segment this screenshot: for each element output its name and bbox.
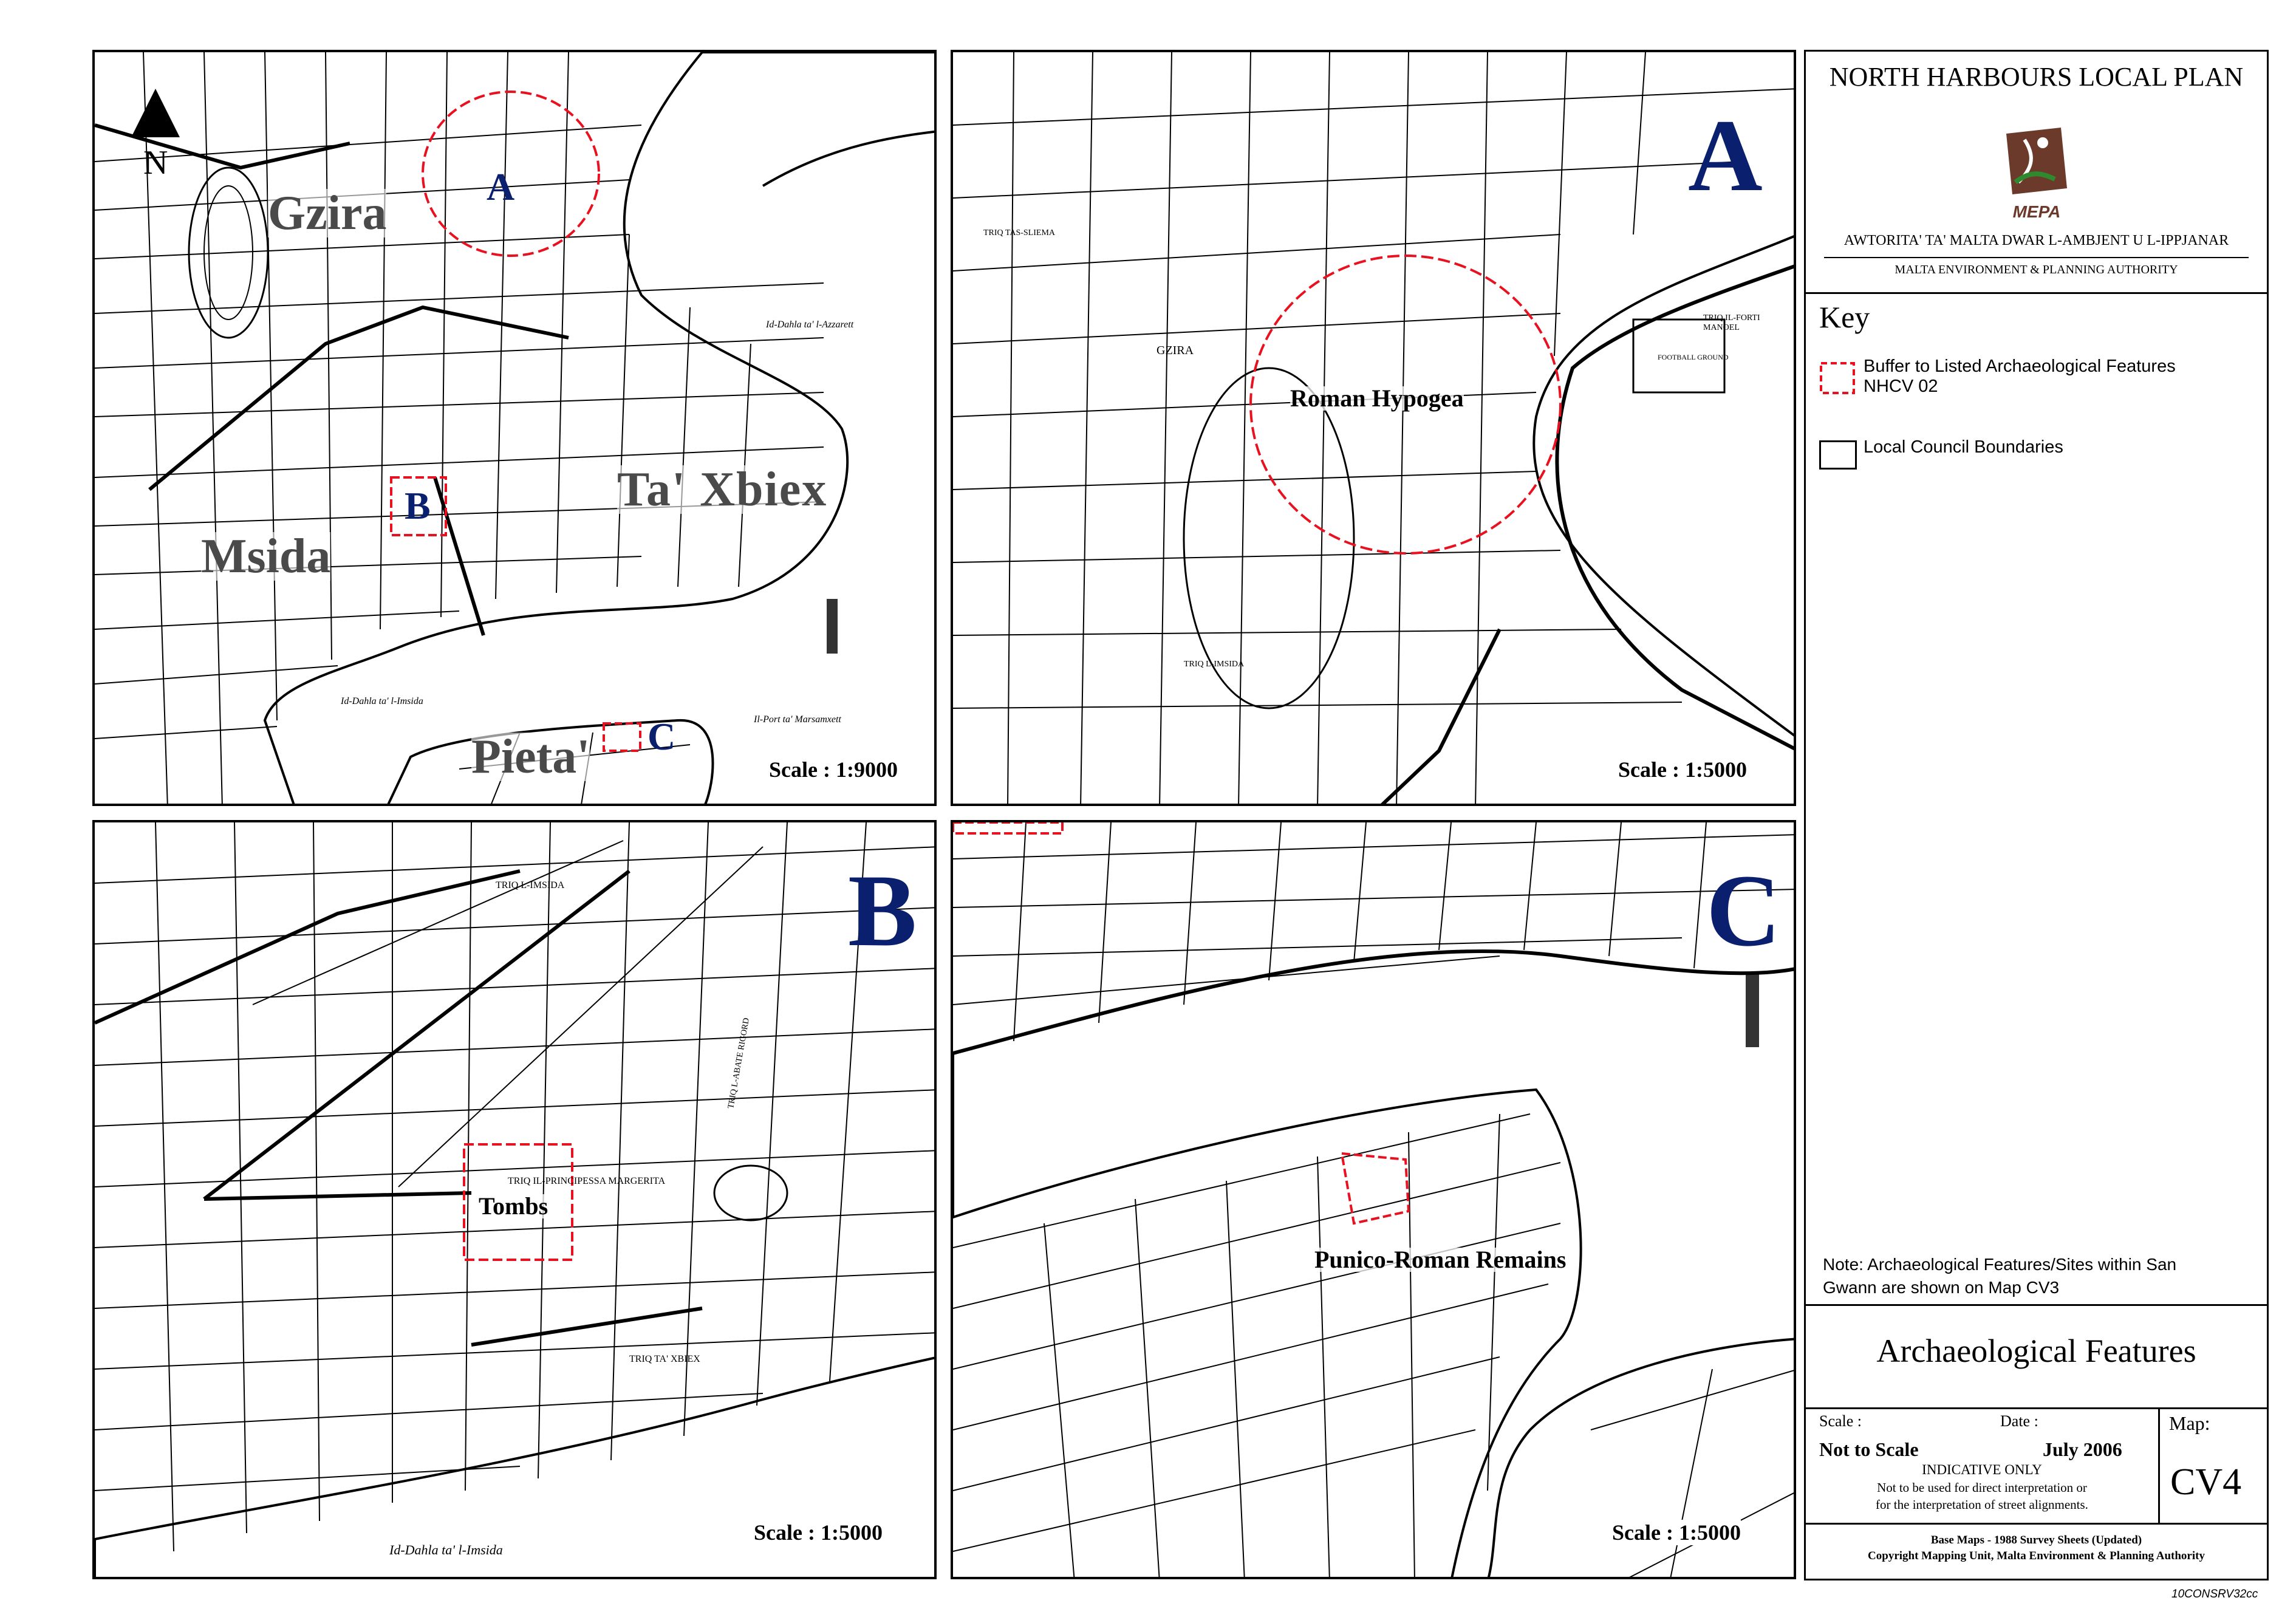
authority-english: MALTA ENVIRONMENT & PLANNING AUTHORITY <box>1895 263 2178 276</box>
street-b-1: TRIQ L-IMSIDA <box>496 880 565 890</box>
marker-b: B <box>405 484 431 527</box>
north-arrow-icon <box>131 89 180 137</box>
date-label: Date : <box>2000 1412 2038 1430</box>
scale-a: Scale : 1:5000 <box>1618 757 1747 782</box>
coastline-a <box>1534 234 1796 739</box>
key-heading: Key <box>1819 300 1870 334</box>
water-label-marsamxett: Il-Port ta' Marsamxett <box>754 714 841 725</box>
council-boundary-b <box>95 871 702 1345</box>
harbour-coastline <box>265 52 937 806</box>
roundabout-b <box>714 1166 787 1220</box>
scale-value: Not to Scale <box>1819 1438 1919 1460</box>
map-c-graphic <box>953 822 1796 1579</box>
map-panel-c[interactable] <box>951 820 1796 1579</box>
date-value: July 2006 <box>2043 1438 2122 1460</box>
coastline-b <box>95 1357 937 1579</box>
panel-letter-a: A <box>1688 98 1763 213</box>
map-a-graphic <box>953 52 1796 806</box>
reference-code: 10CONSRV32cc <box>2171 1588 2258 1601</box>
water-label-b: Id-Dahla ta' l-Imsida <box>389 1542 503 1557</box>
scale-overview: Scale : 1:9000 <box>769 757 898 782</box>
indicative-only: INDICATIVE ONLY <box>1922 1462 2042 1477</box>
panel-letter-c: C <box>1706 853 1781 968</box>
map-title: Archaeological Features <box>1876 1333 2196 1369</box>
council-boundary-key-swatch <box>1819 440 1857 470</box>
place-msida: Msida <box>201 530 331 583</box>
mepa-logo-icon <box>2000 121 2073 213</box>
street-b-2: TRIQ L-ABATE RIGORD <box>726 1017 752 1110</box>
san-gwann-note: Note: Archaeological Features/Sites within San Gwann are shown on Map CV3 <box>1823 1255 2177 1297</box>
map-panel-a[interactable] <box>951 50 1796 806</box>
map-number: CV4 <box>2170 1461 2242 1503</box>
logo-text: MEPA <box>2012 202 2061 221</box>
buffer-punico-roman <box>1342 1153 1409 1223</box>
breakwater <box>827 599 838 654</box>
feature-roman-hypogea: Roman Hypogea <box>1290 384 1464 412</box>
marker-a: A <box>487 165 515 208</box>
scale-b: Scale : 1:5000 <box>754 1520 883 1545</box>
street-a-2: TRIQ TAS-SLIEMA <box>983 228 1056 237</box>
plan-title: NORTH HARBOURS LOCAL PLAN <box>1829 62 2244 92</box>
street-b-0: TRIQ IL-PRINCIPESSA MARGERITA <box>508 1176 666 1186</box>
buffer-c-edge <box>953 822 1062 833</box>
water-label-azzarett: Id-Dahla ta' l-Azzarett <box>766 319 854 330</box>
stadium-track-a <box>1184 368 1354 708</box>
north-label: N <box>143 144 168 182</box>
authority-maltese: AWTORITA' TA' MALTA DWAR L-AMBJENT U L-IPPJANAR <box>1843 233 2229 248</box>
buffer-key-swatch <box>1819 361 1856 395</box>
street-a-3: FOOTBALL GROUND <box>1658 353 1729 361</box>
copyright: Copyright Mapping Unit, Malta Environment & Planning Authority <box>1868 1550 2205 1562</box>
scale-label: Scale : <box>1819 1412 1862 1430</box>
overview-map-graphic <box>95 52 937 806</box>
scale-c: Scale : 1:5000 <box>1612 1520 1741 1545</box>
street-a-1: TRIQ L-IMSIDA <box>1184 660 1245 669</box>
place-label-a: GZIRA <box>1157 344 1194 357</box>
key-council-label: Local Council Boundaries <box>1864 437 2063 457</box>
marker-c: C <box>647 715 676 758</box>
map-label: Map: <box>2169 1412 2210 1434</box>
legend-panel <box>1804 50 2269 1580</box>
base-maps: Base Maps - 1988 Survey Sheets (Updated) <box>1930 1534 2142 1546</box>
disclaimer-line-2: for the interpretation of street alignments. <box>1876 1497 2088 1512</box>
water-label-imsida: Id-Dahla ta' l-Imsida <box>341 696 423 706</box>
map-panel-b[interactable] <box>92 820 937 1579</box>
feature-tombs: Tombs <box>479 1192 548 1220</box>
key-buffer-label: Buffer to Listed Archaeological Features NHCV 02 <box>1864 357 2176 396</box>
street-b-3: TRIQ TA' XBIEX <box>629 1354 700 1364</box>
panel-letter-b: B <box>848 853 917 968</box>
overview-map-panel[interactable] <box>92 50 937 806</box>
feature-punico-roman: Punico-Roman Remains <box>1314 1246 1567 1273</box>
place-pieta: Pieta' <box>471 730 590 784</box>
place-ta-xbiex: Ta' Xbiex <box>617 463 828 516</box>
place-gzira: Gzira <box>268 186 387 240</box>
disclaimer-line-1: Not to be used for direct interpretation or <box>1877 1480 2087 1495</box>
breakwater-c <box>1746 974 1759 1047</box>
street-a-0: TRIQ IL-FORTI MANOEL <box>1703 313 1760 332</box>
